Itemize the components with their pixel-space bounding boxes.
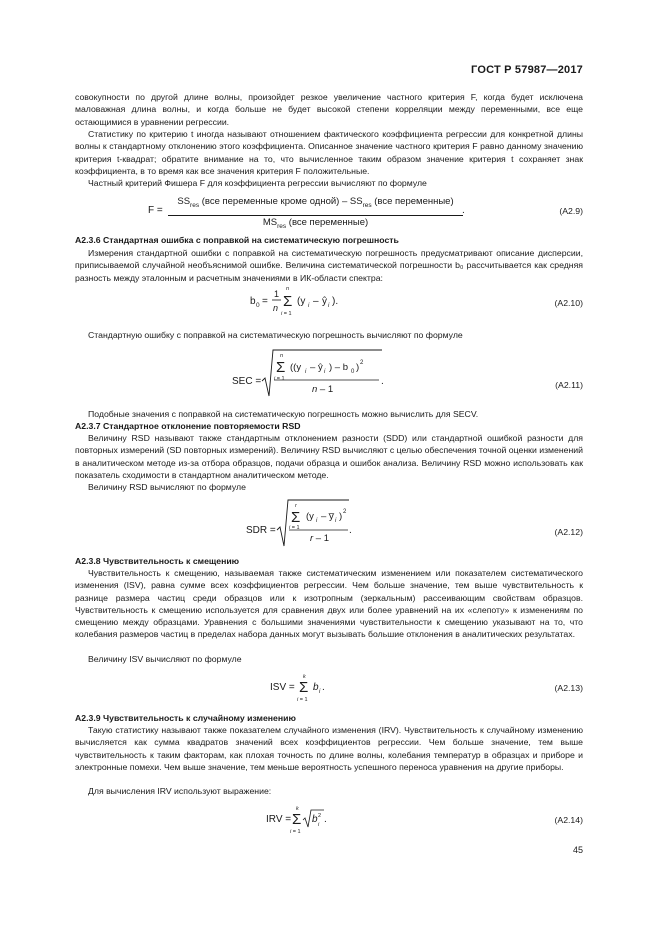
section-heading: А2.3.9 Чувствительность к случайному изменению xyxy=(75,713,296,723)
svg-text:IRV =: IRV = xyxy=(266,814,292,825)
svg-text:Σ: Σ xyxy=(291,509,301,526)
svg-text:SEC =: SEC = xyxy=(232,376,262,387)
paragraph: Частный критерий Фишера F для коэффициента регрессии вычисляют по формуле xyxy=(88,178,427,188)
paragraph: Измерения стандартной ошибки с поправкой на систематическую погрешность предусматривают описание дисперсии, приписываемой случайной необъяснимой ошибке. Величина систематической погрешности b₀ рассчитывается как средняя разность между эталонным и расчетным значениями в ИК-области спектра: xyxy=(75,248,583,283)
svg-text:n – 1: n – 1 xyxy=(312,384,334,395)
subscript: res xyxy=(362,201,372,209)
equation-number: (А2.12) xyxy=(554,527,583,537)
svg-text:n: n xyxy=(273,303,279,313)
svg-text:Σ: Σ xyxy=(292,811,302,828)
svg-text:i = 1: i = 1 xyxy=(274,376,285,382)
equation-a2-11 xyxy=(232,348,412,400)
section-heading: А2.3.8 Чувствительность к смещению xyxy=(75,556,240,566)
paragraph: Величину RSD вычисляют по формуле xyxy=(88,482,246,492)
svg-text:b: b xyxy=(313,682,319,693)
svg-text:1: 1 xyxy=(274,289,280,299)
equation-number: (А2.10) xyxy=(554,298,583,308)
svg-text:i: i xyxy=(305,369,307,375)
numerator-text: (все переменные кроме одной) – SS xyxy=(201,196,363,207)
svg-text:i = 1: i = 1 xyxy=(297,697,308,703)
paragraph: Такую статистику называют также показателем случайного изменения (IRV). Чувствительность к случайному изменению вычисляется как сумма квадратов значений всех коэффициентов регрессии. Чем больше значение, тем выше чувствительность к таким факторам, как плохая точность по длине волны, колебания температур в образцах и приборе и электронные помехи. Чем выше значение, тем меньше вероятность успешного переноса уравнения на другие приборы. xyxy=(75,725,583,772)
svg-text:–: – xyxy=(313,296,319,307)
svg-text:r: r xyxy=(295,503,297,509)
svg-text:i: i xyxy=(319,689,321,695)
numerator-text: (все переменные) xyxy=(374,196,454,207)
equation-a2-14 xyxy=(266,802,366,838)
paragraph: совокупности по другой длине волны, произойдет резкое увеличение частного критерия F, когда будет исключена маловажная длина волны, и когда больше не будет высокой степени корреляции между переменными, все еще остающимися в уравнении регрессии. xyxy=(75,92,583,127)
svg-text:i: i xyxy=(316,518,318,524)
svg-text:(y: (y xyxy=(297,296,306,307)
document-id: ГОСТ Р 57987—2017 xyxy=(471,64,583,76)
equation-number: (А2.14) xyxy=(554,815,583,825)
equation-number: (А2.9) xyxy=(559,206,583,216)
page-number: 45 xyxy=(572,845,583,855)
svg-text:–: – xyxy=(321,511,327,522)
paragraph: Величину RSD называют также стандартным отклонением разности (SDD) или стандартной ошибкой разности для повторных измерений (SD повторных измерений). Величину RSD вычисляют с целью обеспечения точной оценки изменений в аналитическом методе из-за отбора образцов, подачи образца и ошибок анализа. Величину RSD можно использовать как показатель сходимости в стандартном аналитическом методе. xyxy=(75,433,583,480)
equation-a2-12 xyxy=(246,497,396,549)
paragraph: Чувствительность к смещению, называемая также систематическим изменением или показателем систематического изменения (ISV), равна сумме всех коэффициентов регрессии. Чем больше значение, тем выше чувствительность к разнице размера частиц среди образцов или к изотропным (зеркальным) рассеивающим свойствам образцов. Чувствительность к смещению используется для сравнения двух или более уравнений на их «слепоту» к изменениям по смещению между образцами. Уравнения с большими значениями чувствительности к смещению указывают на то, что колебания размеров частиц в пределах набора данных могут вызывать большие отклонения в аналитических результатах. xyxy=(75,568,583,640)
svg-text:0: 0 xyxy=(256,302,260,309)
svg-text:i = 1: i = 1 xyxy=(289,525,300,531)
paragraph: Величину ISV вычисляют по формуле xyxy=(88,654,242,664)
svg-text:i: i xyxy=(335,518,337,524)
svg-text:b: b xyxy=(312,814,318,825)
svg-text:b: b xyxy=(250,296,256,307)
paragraph: Для вычисления IRV используют выражение: xyxy=(88,786,272,796)
svg-text:0: 0 xyxy=(351,369,355,375)
svg-text:2: 2 xyxy=(318,813,322,819)
denominator-symbol: MS xyxy=(262,217,278,228)
svg-text:.: . xyxy=(322,682,325,693)
equation-a2-13 xyxy=(270,670,370,706)
svg-text:n: n xyxy=(280,353,284,359)
svg-text:n: n xyxy=(286,286,290,292)
svg-text:i = 1: i = 1 xyxy=(290,829,301,835)
svg-text:=: = xyxy=(262,296,268,307)
svg-text:Σ: Σ xyxy=(283,293,293,310)
svg-text:((y: ((y xyxy=(290,362,302,373)
equation-lhs: F = xyxy=(148,205,163,216)
svg-text:) – b: ) – b xyxy=(329,362,349,373)
svg-text:SDR =: SDR = xyxy=(246,525,276,536)
svg-text:Σ: Σ xyxy=(276,359,286,376)
subscript: res xyxy=(190,201,200,209)
svg-text:.: . xyxy=(324,814,327,825)
section-heading: А2.3.7 Стандартное отклонение повторяемости RSD xyxy=(75,421,301,431)
svg-text:i = 1: i = 1 xyxy=(281,311,292,317)
svg-text:ŷ: ŷ xyxy=(322,296,327,307)
svg-text:2: 2 xyxy=(360,360,364,366)
paragraph: Подобные значения с поправкой на систематическую погрешность можно вычислить для SECV. xyxy=(88,409,479,419)
svg-text:y̅: y̅ xyxy=(329,511,334,522)
svg-text:): ) xyxy=(339,511,343,522)
fraction-bar xyxy=(168,215,463,216)
section-heading: А2.3.6 Стандартная ошибка с поправкой на систематическую погрешность xyxy=(75,235,399,245)
equation-number: (А2.13) xyxy=(554,683,583,693)
svg-text:i: i xyxy=(328,303,330,309)
svg-text:k: k xyxy=(303,674,306,680)
svg-text:k: k xyxy=(296,806,299,812)
svg-text:i: i xyxy=(308,303,310,309)
denominator-text: (все переменные) xyxy=(288,217,369,228)
svg-text:(y: (y xyxy=(306,511,314,522)
equation-a2-9: F = $SS_{res}$ (все переменные кроме одной) – $SS_{res}$ (все переменные) $MS_{res}$ (все переменные) . xyxy=(148,196,465,230)
equation-a2-10 xyxy=(250,284,390,318)
svg-text:).: ). xyxy=(332,296,339,307)
paragraph: Статистику по критерию t иногда называют отношением фактического коэффициента регрессии для конкретной длины волны к стандартному отклонению этого коэффициента. Описанное значение частного критерия F равно данному значению критерия t-квадрат; обратите внимание на то, что вычисленное таким образом значение критерия t сохраняет знак коэффициента, в то время как все значения критерия F положительные. xyxy=(75,129,583,176)
svg-text:–: – xyxy=(310,362,316,373)
equation-number: (А2.11) xyxy=(555,380,583,390)
svg-text:): ) xyxy=(356,362,360,373)
svg-text:i: i xyxy=(318,822,320,828)
svg-text:i: i xyxy=(324,369,326,375)
numerator-symbol: SS xyxy=(177,196,191,207)
svg-text:r – 1: r – 1 xyxy=(310,533,330,544)
svg-text:ŷ: ŷ xyxy=(318,362,323,373)
svg-text:ISV =: ISV = xyxy=(270,682,295,693)
svg-text:.: . xyxy=(381,376,384,387)
subscript: res xyxy=(277,222,287,230)
svg-text:2: 2 xyxy=(343,509,347,515)
paragraph: Стандартную ошибку с поправкой на систематическую погрешность вычисляют по формуле xyxy=(88,330,463,340)
svg-text:Σ: Σ xyxy=(299,679,309,696)
svg-text:.: . xyxy=(349,525,352,536)
